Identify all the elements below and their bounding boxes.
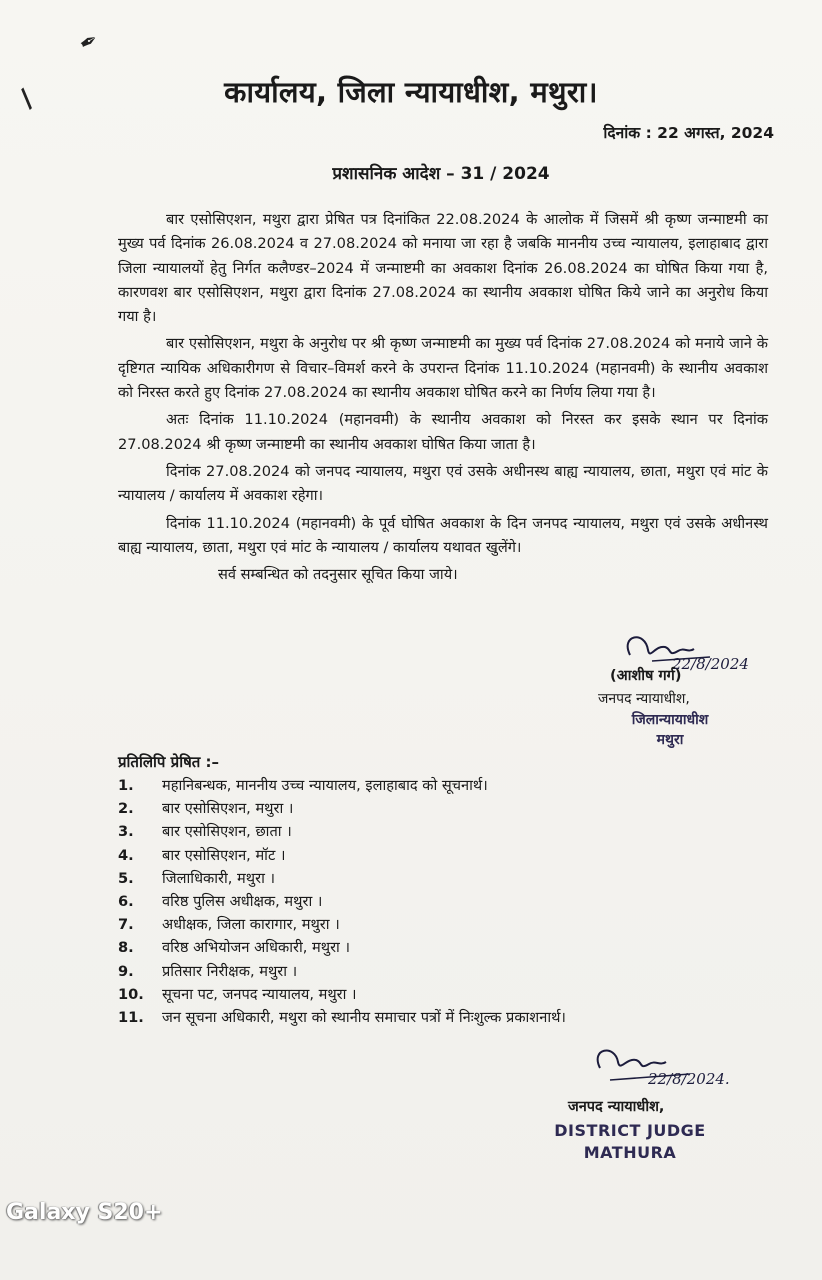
item-text: सूचना पट, जनपद न्यायालय, मथुरा । <box>162 985 357 1003</box>
list-item <box>118 1006 758 1029</box>
closing-line: सर्व सम्बन्धित को तदनुसार सूचित किया जाये। <box>218 566 458 584</box>
item-text: अधीक्षक, जिला कारागार, मथुरा । <box>162 916 340 934</box>
stamp-line: DISTRICT JUDGE <box>554 1121 706 1140</box>
signatory-name: (आशीष गर्ग) <box>610 668 682 684</box>
pen-mark-icon: ✒ <box>74 27 104 58</box>
stamp-line: जिलान्यायाधीश <box>631 712 709 728</box>
list-item <box>118 960 758 983</box>
stamp-line: MATHURA <box>583 1143 677 1162</box>
item-number: 8. <box>118 939 134 957</box>
item-text: महानिबन्धक, माननीय उच्च न्यायालय, इलाहाबाद को सूचनार्थ। <box>162 777 488 794</box>
order-date: दिनांक : 22 अगस्त, 2024 <box>603 124 774 142</box>
body-paragraph: दिनांक 11.10.2024 (महानवमी) के पूर्व घोषित अवकाश के दिन जनपद न्यायालय, मथुरा एवं उसके अधीनस्थ बाह्य न्यायालय, छाता, मथुरा एवं मांट के न्यायालय / कार्यालय यथावत खुलेंगे। <box>118 514 768 556</box>
body-paragraph: बार एसोसिएशन, मथुरा द्वारा प्रेषित पत्र दिनांकित 22.08.2024 के आलोक में जिसमें श्री कृष्ण जन्माष्टमी का मुख्य पर्व दिनांक 26.08.2024 व 27.08.2024 को मनाया जा रहा है जबकि माननीय उच्च न्यायालय, इलाहाबाद द्वारा जिला न्यायालयों हेतु निर्गत कलैण्डर–2024 में जन्माष्टमी का अवकाश दिनांक 26.08.2024 का घोषित किया गया है, कारणवश बार एसोसिएशन, मथुरा द्वारा दिनांक 27.08.2024 का स्थानीय अवकाश घोषित किये जाने का अनुरोध किया गया है। <box>118 211 768 326</box>
office-title: कार्यालय, जिला न्यायाधीश, मथुरा। <box>224 75 598 109</box>
signature-block <box>530 1040 790 1170</box>
order-title: प्रशासनिक आदेश – 31 / 2024 <box>332 164 550 184</box>
item-number: 5. <box>118 869 134 887</box>
official-stamp <box>530 1120 730 1164</box>
item-number: 7. <box>118 916 134 934</box>
list-item <box>118 797 758 820</box>
list-item <box>118 913 758 936</box>
signatory-designation: जनपद न्यायाधीश, <box>568 1099 665 1115</box>
item-number: 2. <box>118 800 134 818</box>
item-text: बार एसोसिएशन, मथुरा । <box>162 800 294 818</box>
handwritten-signature <box>530 1040 790 1096</box>
camera-watermark: Galaxy S20+ <box>6 1200 163 1225</box>
list-item <box>118 844 758 867</box>
item-text: जिलाधिकारी, मथुरा । <box>162 869 276 887</box>
pen-mark-icon: / <box>13 84 41 114</box>
item-text: प्रतिसार निरीक्षक, मथुरा । <box>162 962 298 980</box>
item-number: 11. <box>118 1008 144 1026</box>
item-number: 4. <box>118 846 134 864</box>
item-number: 6. <box>118 892 134 910</box>
item-number: 3. <box>118 823 134 841</box>
item-text: वरिष्ठ अभियोजन अधिकारी, मथुरा । <box>162 939 350 957</box>
list-item <box>118 774 758 797</box>
copy-to-list <box>118 774 758 1029</box>
item-text: वरिष्ठ पुलिस अधीक्षक, मथुरा । <box>162 892 323 910</box>
list-item <box>118 820 758 843</box>
copy-to-heading: प्रतिलिपि प्रेषित :– <box>118 753 220 771</box>
official-stamp <box>590 710 750 750</box>
handwritten-date: 22/8/2024 <box>672 655 749 673</box>
body-paragraph: बार एसोसिएशन, मथुरा के अनुरोध पर श्री कृष्ण जन्माष्टमी का मुख्य पर्व दिनांक 27.08.2024 को मनाये जाने के दृष्टिगत न्यायिक अधिकारीगण से विचार–विमर्श करने के उपरान्त दिनांक 11.10.2024 (महानवमी) के स्थानीय अवकाश को निरस्त करते हुए दिनांक 27.08.2024 का स्थानीय अवकाश घोषित करने का निर्णय लिया गया है। <box>118 335 768 402</box>
item-text: बार एसोसिएशन, मॉट । <box>162 846 286 864</box>
list-item <box>118 867 758 890</box>
item-number: 1. <box>118 777 134 794</box>
item-text: बार एसोसिएशन, छाता । <box>162 823 292 841</box>
signature-block <box>560 625 790 748</box>
handwritten-date: 22/8/2024. <box>648 1070 730 1088</box>
body-paragraph: अतः दिनांक 11.10.2024 (महानवमी) के स्थानीय अवकाश को निरस्त कर इसके स्थान पर दिनांक 27.08.2024 श्री कृष्ण जन्माष्टमी का स्थानीय अवकाश घोषित किया जाता है। <box>118 411 768 453</box>
item-number: 9. <box>118 962 134 980</box>
item-number: 10. <box>118 985 144 1003</box>
body-paragraph: दिनांक 27.08.2024 को जनपद न्यायालय, मथुरा एवं उसके अधीनस्थ बाह्य न्यायालय, छाता, मथुरा एवं मांट के न्यायालय / कार्यालय में अवकाश रहेगा। <box>118 462 768 505</box>
item-text: जन सूचना अधिकारी, मथुरा को स्थानीय समाचार पत्रों में निःशुल्क प्रकाशनार्थ। <box>162 1008 566 1026</box>
order-body <box>118 208 768 590</box>
stamp-line: मथुरा <box>656 732 684 748</box>
list-item <box>118 890 758 913</box>
list-item <box>118 983 758 1006</box>
signatory-designation: जनपद न्यायाधीश, <box>598 691 690 707</box>
list-item <box>118 936 758 959</box>
